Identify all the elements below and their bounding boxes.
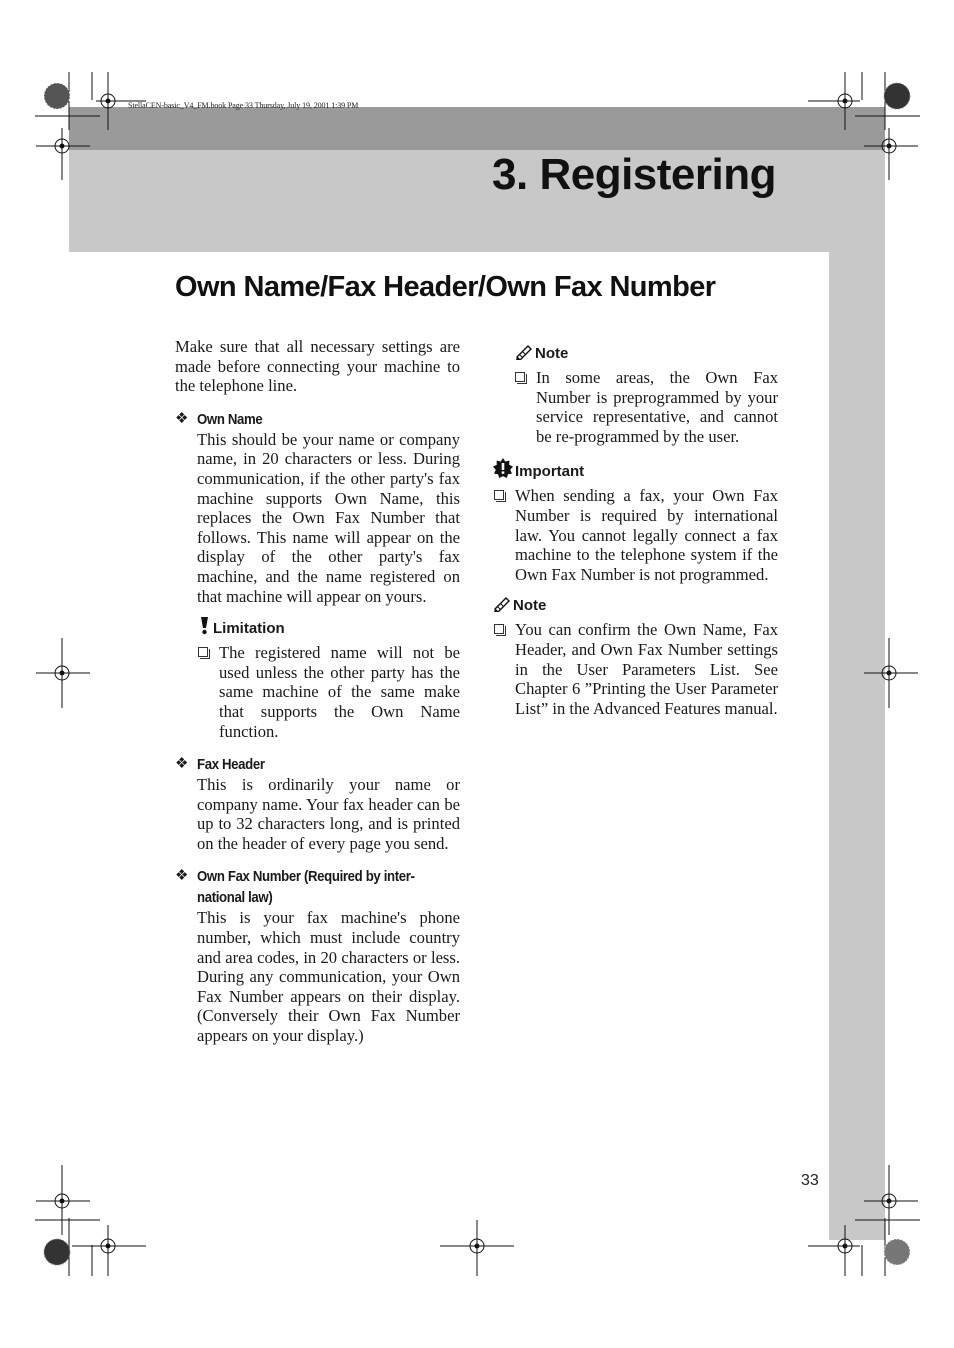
- section-title: Own Name/Fax Header/Own Fax Number: [175, 271, 716, 303]
- important-heading: Important: [515, 463, 585, 481]
- own-name-heading: Own Name: [197, 410, 263, 428]
- diamond-bullet-icon: ❖: [175, 756, 189, 773]
- own-fax-number-text: This is your fax machine's phone number, which must include country and area codes, in 20 characters or less. During any communication, your Own Fax Number appears on their display. (Conversely their Own Fax Number appears on your display.): [197, 908, 460, 1046]
- note-heading: Note: [513, 597, 547, 615]
- note-heading: Note: [535, 345, 569, 362]
- own-fax-number-heading-line2: national law): [197, 889, 273, 907]
- note-item-text: In some areas, the Own Fax Number is preprogrammed by your service representative, and cannot be re-programmed by the user.: [536, 368, 778, 446]
- fax-header-heading: Fax Header: [197, 756, 265, 774]
- important-item-text: When sending a fax, your Own Fax Number is required by international law. You cannot legally connect a fax machine to the telephone system if the Own Fax Number is not programmed.: [515, 486, 778, 584]
- note-item-text: You can confirm the Own Name, Fax Header, and Own Fax Number settings in the User Parameters List. See Chapter 6 ”Printing the User Parameter List” in the Advanced Features manual.: [515, 620, 778, 718]
- print-info-line: StellaCEN-basic_V4_FM.book Page 33 Thursday, July 19, 2001 1:39 PM: [128, 101, 359, 110]
- page-number: 33: [801, 1172, 819, 1189]
- own-fax-number-heading-line1: Own Fax Number (Required by inter-: [197, 868, 415, 886]
- diamond-bullet-icon: ❖: [175, 410, 189, 427]
- own-name-text: This should be your name or company name, in 20 characters or less. During communication, if the other party's fax machine supports Own Name, this replaces the Own Fax Number that follows. This name will appear on the display of the other party's fax machine, and the name registered on that machine will appear on yours.: [197, 429, 460, 606]
- limitation-item-text: The registered name will not be used unless the other party has the same machine of the same make that supports the Own Name function.: [219, 643, 460, 741]
- fax-header-text: This is ordinarily your name or company name. Your fax header can be up to 32 characters long, and is printed on the header of every page you send.: [197, 775, 460, 853]
- chapter-title: 3. Registering: [492, 150, 776, 199]
- intro-paragraph: Make sure that all necessary settings are made before connecting your machine to the telephone line.: [175, 337, 460, 396]
- diamond-bullet-icon: ❖: [175, 868, 189, 885]
- limitation-heading: Limitation: [213, 620, 285, 638]
